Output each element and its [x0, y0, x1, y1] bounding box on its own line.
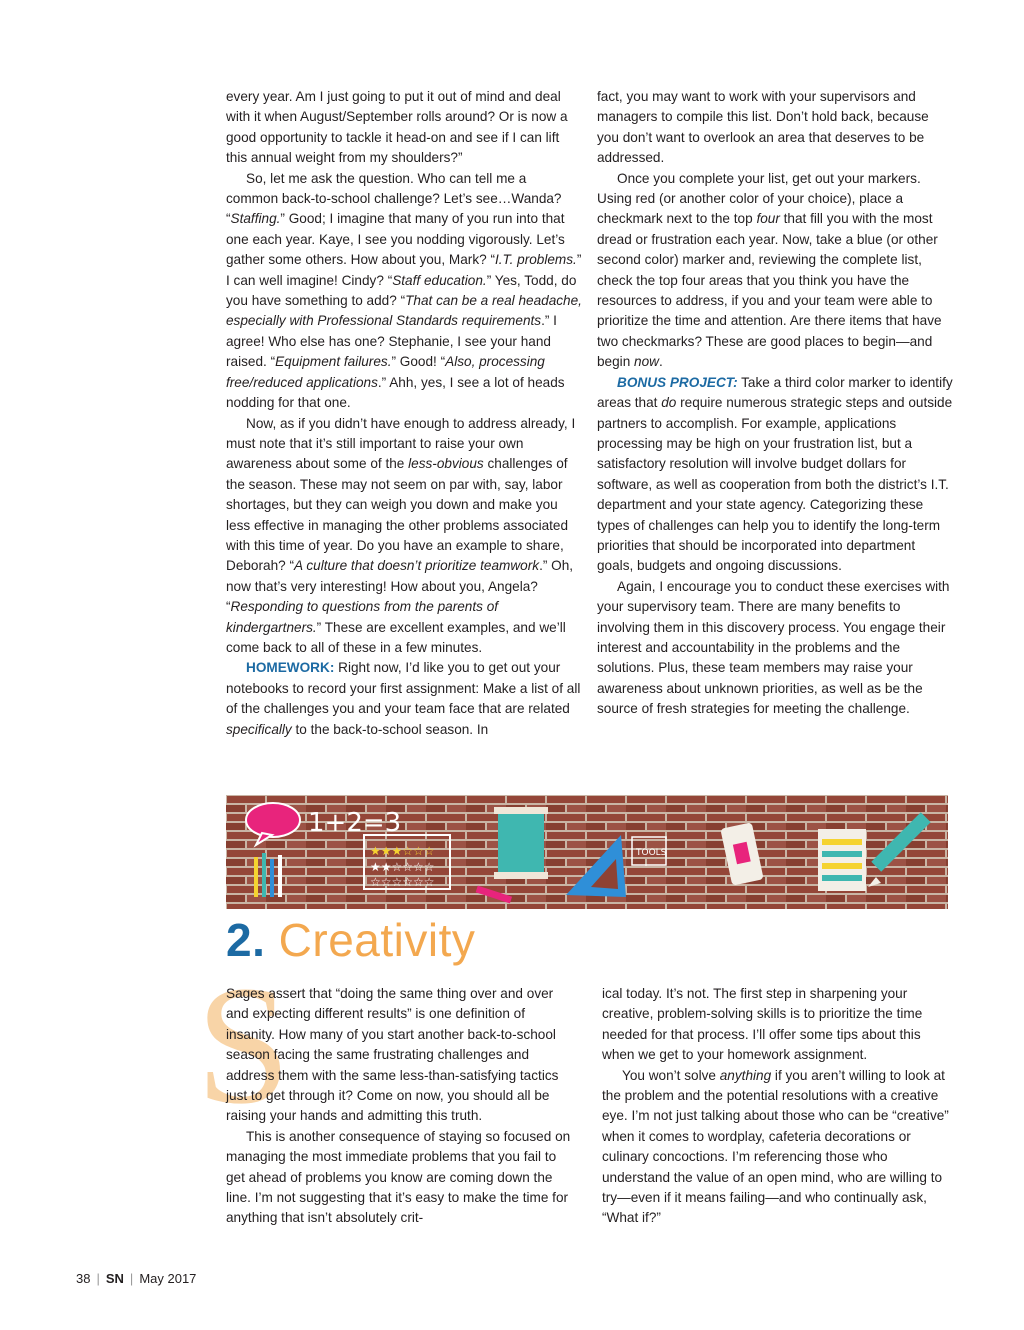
page-footer: 38 | SN | May 2017	[76, 1271, 197, 1286]
equation-doodle: 1+2=3	[308, 808, 402, 838]
thread-spool-icon	[494, 807, 548, 879]
article-column-2	[597, 87, 953, 720]
article-column-4	[602, 984, 952, 1229]
paragraph: You won’t solve anything if you aren’t willing to look at the problem and the potential resolutions with a creative eye. I’m not just talking about those who can be “creative” when it comes to wordplay, cafeteria decorations or culinary concoctions. I’m referencing those who understand the value of an open mind, who are willing to try—even if it means failing—and who continually ask, “What if?”	[602, 1067, 949, 1226]
paragraph: every year. Am I just going to put it out of mind and deal with it when August/September rolls around? Or is now a good opportunity to tackle it head-on and see if I can lift this annual weight from my shoulders?”	[226, 89, 568, 166]
bonus-project-label: BONUS PROJECT:	[617, 374, 738, 390]
drop-cap: S	[196, 951, 291, 1139]
paragraph: Now, as if you didn’t have enough to address already, I must note that it’s still important to raise your own awareness about some of the less-obvious challenges of the season. These may not seem on par with, say, labor shortages, but they can weigh you down and make you less effective in managing the other problems associated with this time of year. Do you have an example to share, Deborah? “A culture that doesn’t prioritize teamwork.” Oh, now that’s very interesting! How about you, Angela? “Responding to questions from the parents of kindergartners.” These are excellent examples, and we’ll come back to all of these in a few minutes.	[226, 415, 576, 655]
paragraph: This is another consequence of staying so focused on managing the most immediate problems that you fail to get ahead of problems you know are coming down the line. I’m not suggesting that it’s easy to make the time for anything that isn’t absolutely crit-	[226, 1128, 571, 1226]
page-number: 38	[76, 1271, 91, 1286]
homework-label: HOMEWORK:	[246, 660, 335, 676]
notepad-icon	[818, 829, 866, 891]
article-column-3	[226, 984, 574, 1229]
svg-text:★★☆☆☆☆: ★★☆☆☆☆	[370, 860, 435, 874]
issue-date: May 2017	[139, 1271, 197, 1286]
paragraph: So, let me ask the question. Who can tell me a common back-to-school challenge? Let’s see…Wanda? “Staffing.” Good; I imagine that many of you run into that one each year. Kaye, I see you nodding vigorously. Let’s gather some others. How about you, Mark? “I.T. problems.” I can well imagine! Cindy? “Staff education.” Yes, Todd, do you have something to add? “That can be a real headache, especially with Professional Standards requirements.” I agree! Who else has one? Stephanie, I see your hand raised. “Equipment failures.” Good! “Also, processing free/reduced applications.” Ahh, yes, I see a lot of heads nodding for that one.	[226, 170, 582, 411]
paragraph: ical today. It’s not. The first step in sharpening your creative, problem-solving skills is to prioritize the time needed for that process. I’ll offer some tips about this when we get to your homework assignment.	[602, 986, 923, 1063]
tools-label: TOOLS	[636, 848, 667, 858]
brick-wall-illustration	[226, 795, 948, 909]
section-heading: Creativity	[278, 914, 476, 966]
paragraph: Once you complete your list, get out your markers. Using red (or another color of your choice), place a checkmark next to the top four that fill you with the most dread or frustration each year. Now, take a blue (or other second color) marker and, reviewing the complete list, check the top four areas that you think you have the resources to address, if you and your team were able to prioritize the time and attention. Are there items that have two checkmarks? These are good places to begin—and begin now.	[597, 170, 942, 370]
section-number: 2.	[226, 914, 266, 966]
paragraph: HOMEWORK: Right now, I’d like you to get out your notebooks to record your first assignment: Make a list of all of the challenges you and your team face that are related specifically to the back-to-school season. In	[226, 660, 581, 737]
svg-text:☆☆☆☆☆☆: ☆☆☆☆☆☆	[370, 875, 435, 889]
magazine-name: SN	[105, 1271, 124, 1286]
article-column-1	[226, 87, 582, 740]
paragraph: Again, I encourage you to conduct these exercises with your supervisory team. There are many benefits to involving them in this discovery process. You engage their interest and accountability in the problems and the solutions. Plus, these team members may raise your awareness about unknown priorities, as well as be the source of fresh strategies for meeting the challenge.	[597, 578, 950, 717]
paragraph: BONUS PROJECT: Take a third color marker to identify areas that do require numerous strategic steps and outside partners to accomplish. For example, applications processing may be high on your frustration list, but a satisfactory resolution will involve budget dollars for software, as well as cooperation from both the district’s I.T. department and your state agency. Categorizing these types of challenges can help you to identify the long-term priorities that should be incorporated into department goals, budgets and ongoing discussions.	[597, 374, 953, 574]
paragraph: fact, you may want to work with your supervisors and managers to compile this list. Don’t hold back, because you don’t want to overlook an area that deserves to be addressed.	[597, 89, 929, 166]
svg-text:★★★☆☆☆: ★★★☆☆☆	[370, 844, 435, 858]
paragraph: Sages assert that “doing the same thing over and over and expecting different results” is one definition of insanity. How many of you start another back-to-school season facing the same frustrating challenges and address them with the same less-than-satisfying tactics just to get through it? Come on now, you should all be raising your hands and admitting this truth.	[226, 986, 559, 1124]
